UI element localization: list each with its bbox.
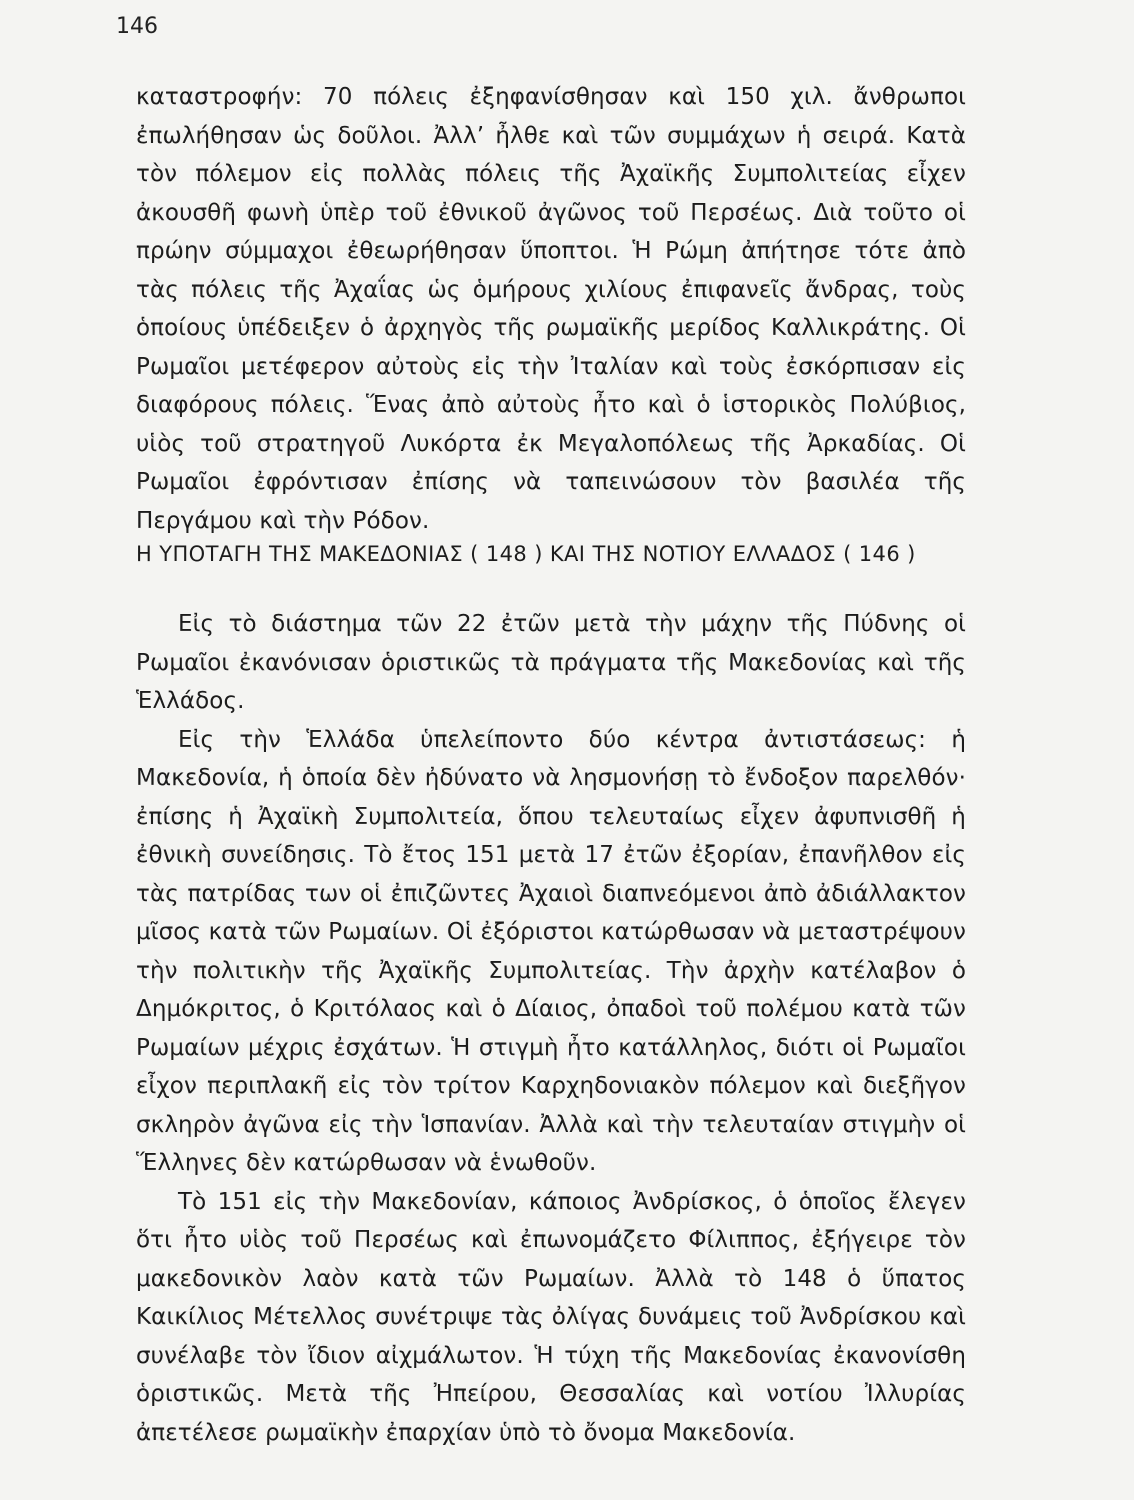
section-heading: Η ΥΠΟΤΑΓΗ ΤΗΣ ΜΑΚΕΔΟΝΙΑΣ ( 148 ) ΚΑΙ ΤΗΣ ΝΟΤΙΟΥ ΕΛΛΑΔΟΣ ( 146 ) [136,542,916,566]
paragraph: Εἰς τὴν Ἑλλάδα ὑπελείποντο δύο κέντρα ἀντιστάσεως: ἡ Μακεδονία, ἡ ὁποία δὲν ἠδύνατο νὰ λησμονήσῃ τὸ ἔνδοξον παρελθόν· ἐπίσης ἡ Ἀχαϊκὴ Συμπολιτεία, ὅπου τελευταίως εἶχεν ἀφυπνισθῆ ἡ ἐθνικὴ συνείδησις. Τὸ ἔτος 151 μετὰ 17 ἐτῶν ἐξορίαν, ἐπανῆλθον εἰς τὰς πατρίδας των οἱ ἐπιζῶντες Ἀχαιοὶ διαπνεόμενοι ἀπὸ ἀδιάλλακτον μῖσος κατὰ τῶν Ρωμαίων. Οἱ ἐξόριστοι κατώρθωσαν νὰ μεταστρέψουν τὴν πολιτικὴν τῆς Ἀχαϊκῆς Συμπολιτείας. Τὴν ἀρχὴν κατέλαβον ὁ Δημόκριτος, ὁ Κριτόλαος καὶ ὁ Δίαιος, ὀπαδοὶ τοῦ πολέμου κατὰ τῶν Ρωμαίων μέχρις ἐσχάτων. Ἡ στιγμὴ ἦτο κατάλληλος, διότι οἱ Ρωμαῖοι εἶχον περιπλακῆ εἰς τὸν τρίτον Καρχηδονιακὸν πόλεμον καὶ διεξῆγον σκληρὸν ἀγῶνα εἰς τὴν Ἱσπανίαν. Ἀλλὰ καὶ τὴν τελευταίαν στιγμὴν οἱ Ἕλληνες δὲν κατώρθωσαν νὰ ἑνωθοῦν. [136,726,966,1176]
paragraph: καταστροφήν: 70 πόλεις ἐξηφανίσθησαν καὶ 150 χιλ. ἄνθρωποι ἐπωλήθησαν ὡς δοῦλοι. Ἀλλ’ ἦλθε καὶ τῶν συμμάχων ἡ σειρά. Κατὰ τὸν πόλεμον εἰς πολλὰς πόλεις τῆς Ἀχαϊκῆς Συμπολιτείας εἶχεν ἀκουσθῆ φωνὴ ὑπὲρ τοῦ ἐθνικοῦ ἀγῶνος τοῦ Περσέως. Διὰ τοῦτο οἱ πρώην σύμμαχοι ἐθεωρήθησαν ὕποπτοι. Ἡ Ρώμη ἀπήτησε τότε ἀπὸ τὰς πόλεις τῆς Ἀχαΐας ὡς ὁμήρους χιλίους ἐπιφανεῖς ἄνδρας, τοὺς ὁποίους ὑπέδειξεν ὁ ἀρχηγὸς τῆς ρωμαϊκῆς μερίδος Καλλικράτης. Οἱ Ρωμαῖοι μετέφερον αὐτοὺς εἰς τὴν Ἰταλίαν καὶ τοὺς ἐσκόρπισαν εἰς διαφόρους πόλεις. Ἕνας ἀπὸ αὐτοὺς ἦτο καὶ ὁ ἱστορικὸς Πολύβιος, υἱὸς τοῦ στρατηγοῦ Λυκόρτα ἐκ Μεγαλοπόλεως τῆς Ἀρκαδίας. Οἱ Ρωμαῖοι ἐφρόντισαν ἐπίσης νὰ ταπεινώσουν τὸν βασιλέα τῆς Περγάμου καὶ τὴν Ρόδον. [136,84,966,534]
paragraph: Τὸ 151 εἰς τὴν Μακεδονίαν, κάποιος Ἀνδρίσκος, ὁ ὁποῖος ἔλεγεν ὅτι ἦτο υἱὸς τοῦ Περσέως καὶ ἐπωνομάζετο Φίλιππος, ἐξήγειρε τὸν μακεδονικὸν λαὸν κατὰ τῶν Ρωμαίων. Ἀλλὰ τὸ 148 ὁ ὕπατος Καικίλιος Μέτελλος συνέτριψε τὰς ὀλίγας δυνάμεις τοῦ Ἀνδρίσκου καὶ συνέλαβε τὸν ἴδιον αἰχμάλωτον. Ἡ τύχη τῆς Μακεδονίας ἐκανονίσθη ὁριστικῶς. Μετὰ τῆς Ἠπείρου, Θεσσαλίας καὶ νοτίου Ἰλλυρίας ἀπετέλεσε ρωμαϊκὴν ἐπαρχίαν ὑπὸ τὸ ὄνομα Μακεδονία. [136,1188,966,1446]
text-block-top [136,78,966,540]
paragraph: Εἰς τὸ διάστημα τῶν 22 ἐτῶν μετὰ τὴν μάχην τῆς Πύδνης οἱ Ρωμαῖοι ἐκανόνισαν ὁριστικῶς τὰ πράγματα τῆς Μακεδονίας καὶ τῆς Ἑλλάδος. [136,611,966,714]
text-block-main [136,605,966,1452]
page-number: 146 [116,14,158,39]
